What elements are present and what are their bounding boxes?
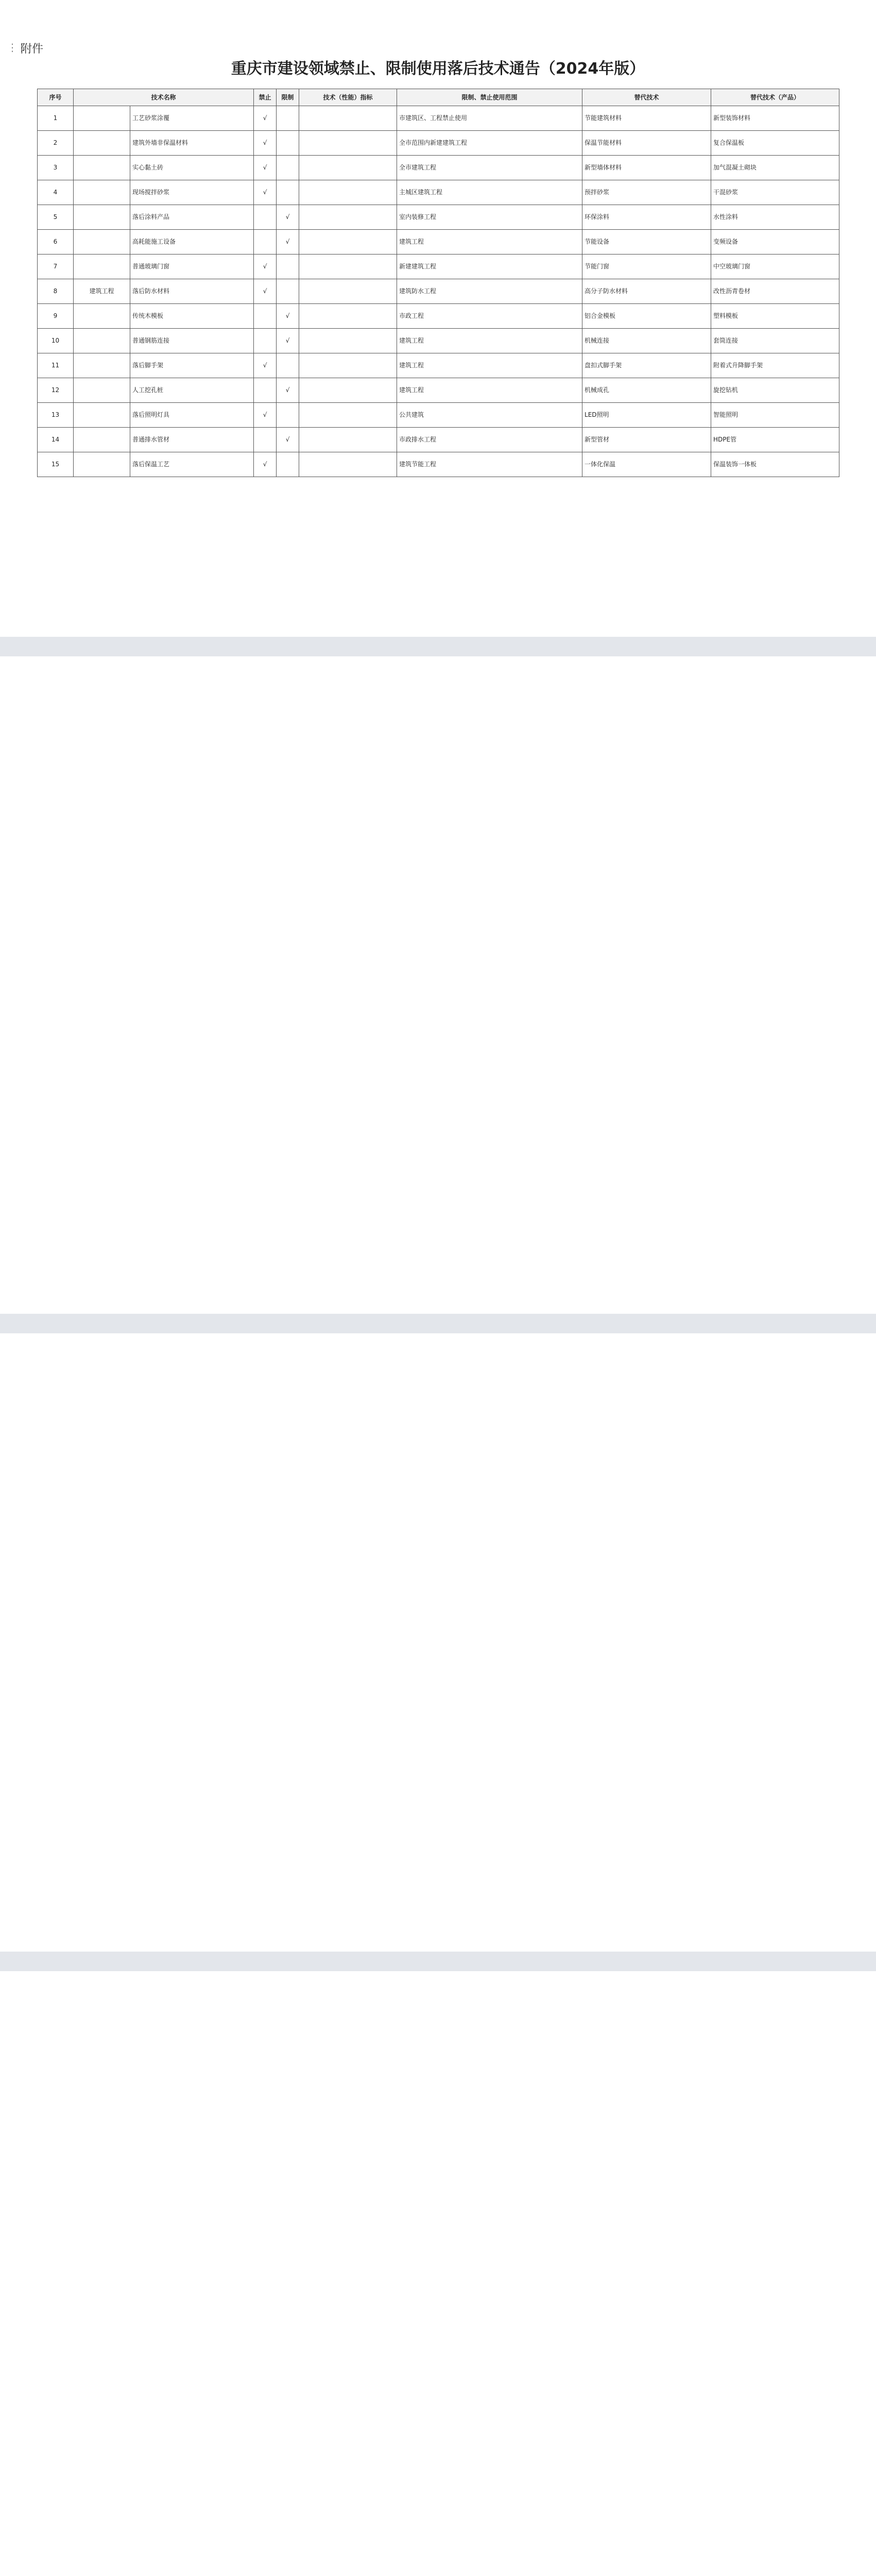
table-cell: 改性沥青卷材 — [711, 279, 839, 304]
table-cell: 市建筑区、工程禁止使用 — [397, 106, 582, 131]
table-cell — [74, 428, 130, 452]
table-cell: √ — [254, 131, 277, 156]
table-cell — [299, 205, 397, 230]
table-cell: 机械成孔 — [582, 378, 711, 403]
column-header: 禁止 — [254, 89, 277, 106]
table-cell — [277, 156, 299, 180]
table-cell: 普通钢筋连接 — [130, 329, 254, 353]
table-cell — [277, 353, 299, 378]
table-cell: 1 — [38, 106, 74, 131]
table-cell: 高耗能施工设备 — [130, 230, 254, 255]
table-cell: 建筑防水工程 — [397, 279, 582, 304]
table-cell: 15 — [38, 452, 74, 477]
table-cell — [299, 353, 397, 378]
table-cell: √ — [277, 329, 299, 353]
table-cell — [299, 329, 397, 353]
table-row — [38, 428, 839, 452]
table-cell: 现场搅拌砂浆 — [130, 180, 254, 205]
table-cell — [74, 180, 130, 205]
column-header: 限制 — [277, 89, 299, 106]
table-cell: HDPE管 — [711, 428, 839, 452]
table-cell: 新型管材 — [582, 428, 711, 452]
table-cell: 全市范围内新建建筑工程 — [397, 131, 582, 156]
table-cell — [277, 452, 299, 477]
table-cell: 12 — [38, 378, 74, 403]
table-cell: 盘扣式脚手架 — [582, 353, 711, 378]
attachment-label: 附件 — [21, 43, 44, 56]
table-row — [38, 353, 839, 378]
table-cell: √ — [254, 452, 277, 477]
table-cell: 复合保温板 — [711, 131, 839, 156]
table-cell: 建筑工程 — [397, 353, 582, 378]
table-row — [38, 205, 839, 230]
table-cell: √ — [254, 106, 277, 131]
table-cell: 普通玻璃门窗 — [130, 255, 254, 279]
table-cell: 干混砂浆 — [711, 180, 839, 205]
table-cell — [299, 428, 397, 452]
table-cell: 市政排水工程 — [397, 428, 582, 452]
table-cell: 中空玻璃门窗 — [711, 255, 839, 279]
table-cell — [74, 403, 130, 428]
table-cell — [299, 279, 397, 304]
table-cell: 3 — [38, 156, 74, 180]
table-cell — [254, 329, 277, 353]
drag-handle-icon[interactable]: ⋮⋮ — [7, 41, 26, 54]
column-header: 序号 — [38, 89, 74, 106]
table-row — [38, 156, 839, 180]
table-cell — [74, 452, 130, 477]
table-cell: 套筒连接 — [711, 329, 839, 353]
table-cell: 落后防水材料 — [130, 279, 254, 304]
table-cell — [74, 255, 130, 279]
table-cell — [299, 180, 397, 205]
table-cell: 机械连接 — [582, 329, 711, 353]
table-cell: 10 — [38, 329, 74, 353]
table-cell: √ — [277, 230, 299, 255]
table-cell: √ — [277, 205, 299, 230]
table-cell: 一体化保温 — [582, 452, 711, 477]
table-cell — [74, 230, 130, 255]
table-cell: 保温装饰一体板 — [711, 452, 839, 477]
table-row — [38, 255, 839, 279]
table-cell: 实心黏土砖 — [130, 156, 254, 180]
table-cell: 节能门窗 — [582, 255, 711, 279]
table-cell: √ — [254, 279, 277, 304]
table-cell — [299, 452, 397, 477]
table-cell: 13 — [38, 403, 74, 428]
table-cell — [277, 403, 299, 428]
table-cell: 环保涂料 — [582, 205, 711, 230]
table-cell — [277, 106, 299, 131]
table-cell — [277, 279, 299, 304]
table-cell: 智能照明 — [711, 403, 839, 428]
tech-table — [37, 89, 839, 477]
page-separator — [0, 1952, 876, 1971]
table-cell: √ — [277, 378, 299, 403]
table-cell — [254, 205, 277, 230]
table-row — [38, 279, 839, 304]
table-cell — [299, 304, 397, 329]
table-cell: √ — [254, 156, 277, 180]
table-cell — [277, 131, 299, 156]
table-cell — [74, 205, 130, 230]
table-cell: 水性涂料 — [711, 205, 839, 230]
table-cell: 全市建筑工程 — [397, 156, 582, 180]
table-cell: 9 — [38, 304, 74, 329]
table-row — [38, 106, 839, 131]
table-cell — [299, 156, 397, 180]
table-cell — [299, 131, 397, 156]
table-cell: 14 — [38, 428, 74, 452]
table-cell: 附着式升降脚手架 — [711, 353, 839, 378]
table-cell: 预拌砂浆 — [582, 180, 711, 205]
document-page-3 — [0, 1333, 876, 1952]
table-cell — [254, 378, 277, 403]
document-page-2 — [0, 656, 876, 1314]
table-cell: 室内装修工程 — [397, 205, 582, 230]
table-cell: 落后保温工艺 — [130, 452, 254, 477]
table-row — [38, 230, 839, 255]
table-cell — [74, 329, 130, 353]
table-cell — [277, 180, 299, 205]
table-cell: 旋挖钻机 — [711, 378, 839, 403]
table-cell — [299, 106, 397, 131]
table-cell: 节能设备 — [582, 230, 711, 255]
table-cell: 建筑工程 — [397, 230, 582, 255]
table-cell: √ — [254, 353, 277, 378]
table-cell: 保温节能材料 — [582, 131, 711, 156]
table-cell: √ — [254, 255, 277, 279]
table-cell: LED照明 — [582, 403, 711, 428]
table-cell: 传统木模板 — [130, 304, 254, 329]
table-row — [38, 304, 839, 329]
table-header-row — [38, 89, 839, 106]
table-cell — [299, 230, 397, 255]
table-cell: 变频设备 — [711, 230, 839, 255]
table-cell: 节能建筑材料 — [582, 106, 711, 131]
table-cell: 主城区建筑工程 — [397, 180, 582, 205]
table-cell: 新型装饰材料 — [711, 106, 839, 131]
column-header: 技术（性能）指标 — [299, 89, 397, 106]
table-cell: 建筑外墙非保温材料 — [130, 131, 254, 156]
table-cell: 工艺砂浆涂覆 — [130, 106, 254, 131]
table-cell: 塑料模板 — [711, 304, 839, 329]
table-cell: 8 — [38, 279, 74, 304]
table-cell — [74, 131, 130, 156]
table-cell: 加气混凝土砌块 — [711, 156, 839, 180]
column-header: 限制、禁止使用范围 — [397, 89, 582, 106]
table-cell — [254, 428, 277, 452]
table-cell — [277, 255, 299, 279]
table-cell — [254, 230, 277, 255]
table-cell: 人工挖孔桩 — [130, 378, 254, 403]
table-row — [38, 329, 839, 353]
table-cell: 11 — [38, 353, 74, 378]
table-cell — [74, 353, 130, 378]
column-header: 技术名称 — [74, 89, 254, 106]
table-cell: 建筑节能工程 — [397, 452, 582, 477]
table-cell: 高分子防水材料 — [582, 279, 711, 304]
document-page-1 — [0, 0, 876, 637]
page-separator — [0, 637, 876, 656]
table-cell: 建筑工程 — [397, 329, 582, 353]
page-separator — [0, 1314, 876, 1333]
table-cell: 5 — [38, 205, 74, 230]
table-cell — [74, 304, 130, 329]
table-cell — [299, 255, 397, 279]
document-page-4 — [0, 1971, 876, 2576]
table-row — [38, 180, 839, 205]
table-cell: 落后脚手架 — [130, 353, 254, 378]
table-cell: √ — [277, 304, 299, 329]
table-cell: 落后涂料产品 — [130, 205, 254, 230]
table-row — [38, 131, 839, 156]
table-cell: 4 — [38, 180, 74, 205]
table-cell: 普通排水管材 — [130, 428, 254, 452]
table-cell: 2 — [38, 131, 74, 156]
table-cell — [74, 378, 130, 403]
table-row — [38, 452, 839, 477]
table-cell: 铝合金模板 — [582, 304, 711, 329]
column-header: 替代技术（产品） — [711, 89, 839, 106]
table-cell — [74, 106, 130, 131]
table-cell: 建筑工程 — [397, 378, 582, 403]
table-cell: 落后照明灯具 — [130, 403, 254, 428]
table-cell: 新建建筑工程 — [397, 255, 582, 279]
document-title: 重庆市建设领域禁止、限制使用落后技术通告（2024年版） — [231, 60, 645, 78]
table-cell — [299, 378, 397, 403]
table-cell: √ — [254, 403, 277, 428]
table-cell: 建筑工程 — [74, 279, 130, 304]
table-cell: 6 — [38, 230, 74, 255]
table-row — [38, 378, 839, 403]
table-cell — [299, 403, 397, 428]
table-row — [38, 403, 839, 428]
table-cell: 公共建筑 — [397, 403, 582, 428]
column-header: 替代技术 — [582, 89, 711, 106]
table-cell: 7 — [38, 255, 74, 279]
table-cell: 新型墙体材料 — [582, 156, 711, 180]
table-cell: √ — [254, 180, 277, 205]
table-cell: √ — [277, 428, 299, 452]
table-cell: 市政工程 — [397, 304, 582, 329]
table-cell — [254, 304, 277, 329]
table-cell — [74, 156, 130, 180]
